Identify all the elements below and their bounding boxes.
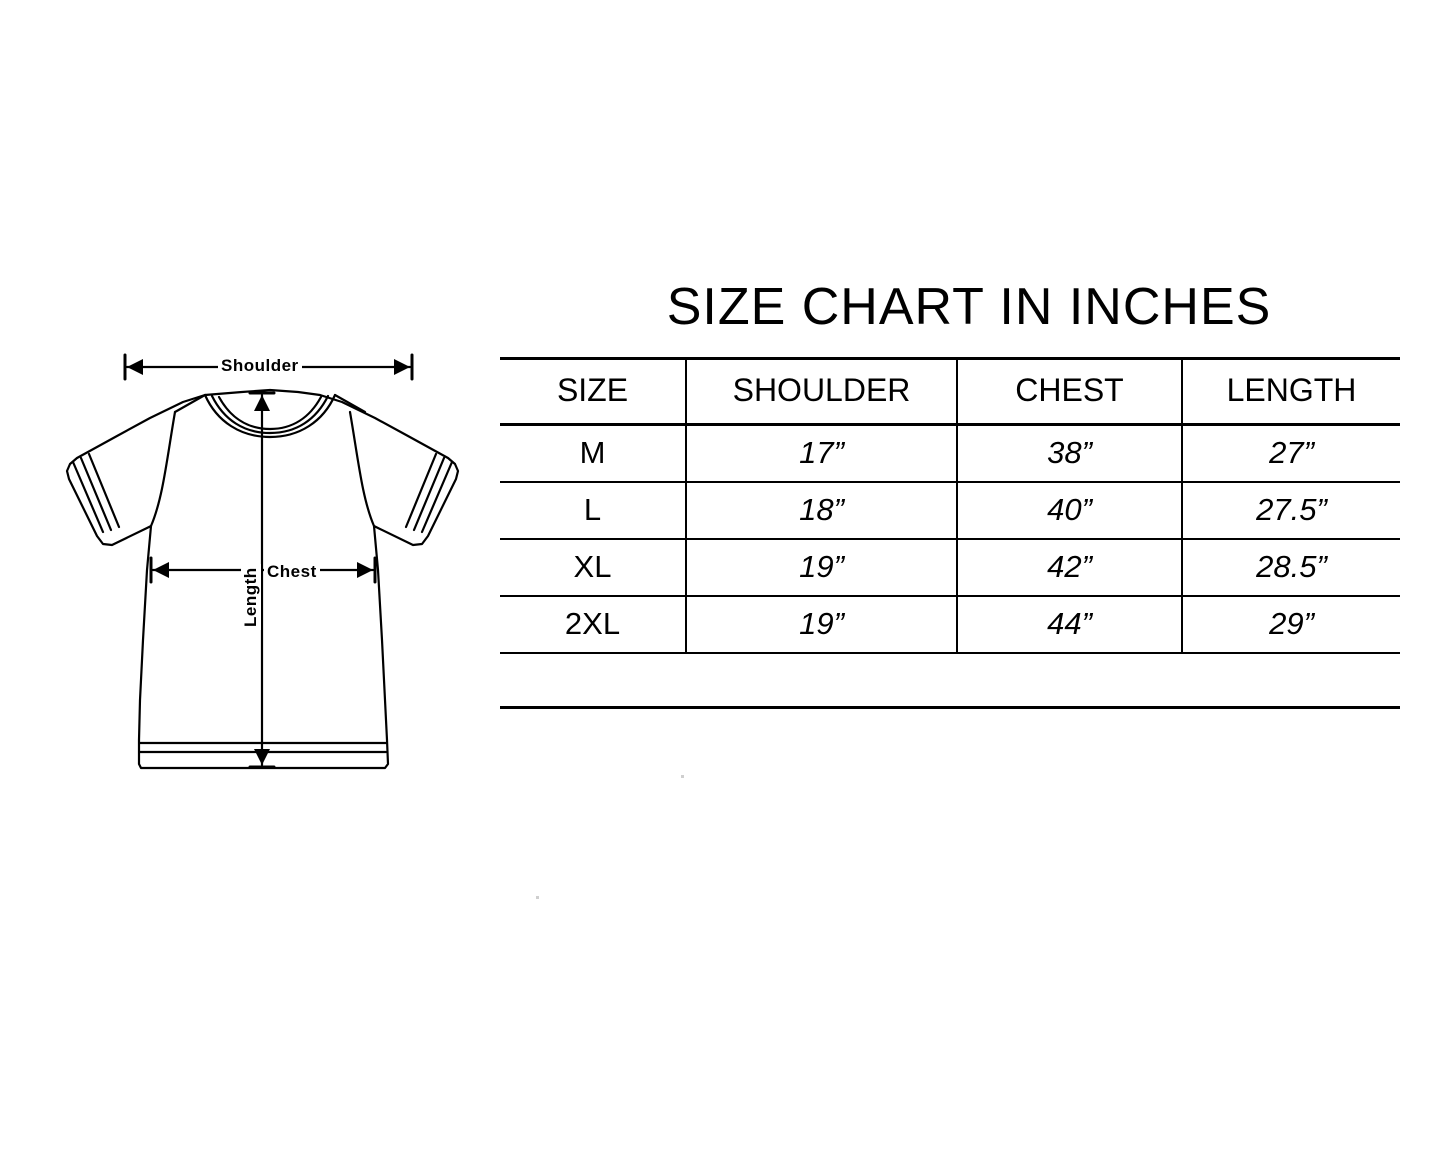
column-header-shoulder: SHOULDER [686,358,957,424]
cell-shoulder: 18” [686,482,957,539]
cell-chest: 38” [957,424,1182,482]
collar-inner-1 [212,396,328,433]
table-bottom-rule [500,706,1400,709]
table-row [500,482,1400,539]
cell-length: 27.5” [1182,482,1400,539]
cell-length: 27” [1182,424,1400,482]
size-chart-table [500,357,1400,654]
chest-dimension-label: Chest [264,562,320,582]
cell-chest: 42” [957,539,1182,596]
table-row [500,539,1400,596]
cell-chest: 44” [957,596,1182,653]
cell-shoulder: 17” [686,424,957,482]
left-armhole-seam [151,412,175,526]
cell-size: XL [500,539,686,596]
cell-length: 29” [1182,596,1400,653]
length-dimension-label: Length [241,564,261,630]
cell-shoulder: 19” [686,596,957,653]
cell-size: L [500,482,686,539]
table-row [500,424,1400,482]
t-shirt-diagram [55,340,485,810]
cell-chest: 40” [957,482,1182,539]
shoulder-dimension-label: Shoulder [218,356,302,376]
right-shoulder-seam [335,395,365,412]
cell-size: 2XL [500,596,686,653]
column-header-chest: CHEST [957,358,1182,424]
table-header-row [500,358,1400,424]
cell-size: M [500,424,686,482]
table-row [500,596,1400,653]
column-header-length: LENGTH [1182,358,1400,424]
cell-shoulder: 19” [686,539,957,596]
size-chart-panel [500,280,1400,709]
column-header-size: SIZE [500,358,686,424]
cell-length: 28.5” [1182,539,1400,596]
speck-artifact [681,775,684,778]
speck-artifact [536,896,539,899]
collar-outer [205,395,335,437]
collar-inner-2 [219,397,321,429]
page-title: SIZE CHART IN INCHES [666,278,1272,336]
right-armhole-seam [350,412,374,526]
